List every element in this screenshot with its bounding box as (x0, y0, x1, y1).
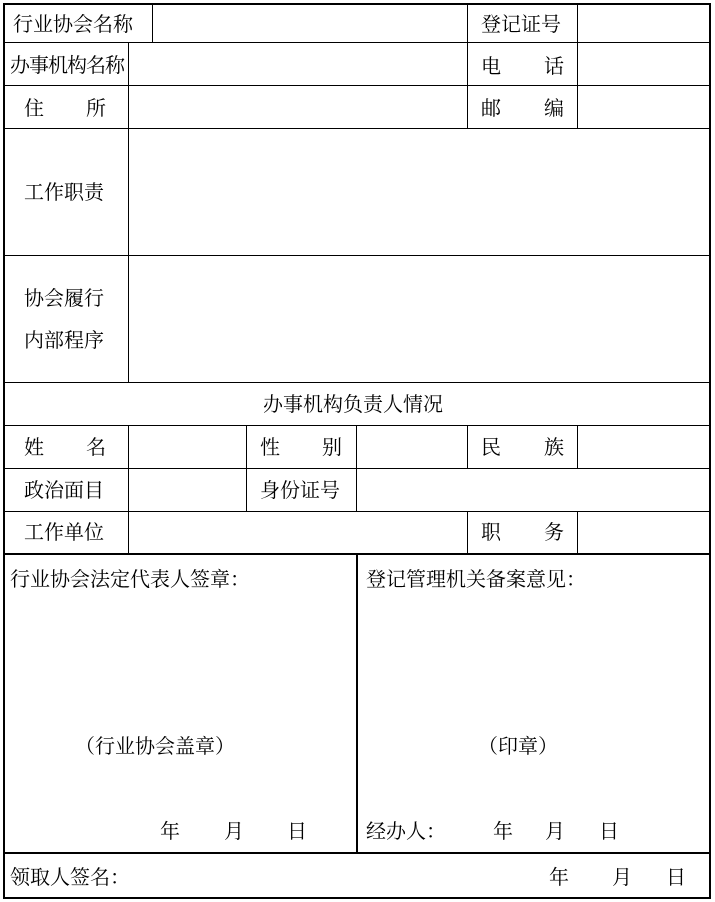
position-label-char2: 务 (544, 520, 564, 544)
recipient-signature-area[interactable] (130, 855, 530, 897)
right-date-month: 月 (545, 819, 565, 843)
footer-date-month: 月 (612, 865, 632, 889)
political-label: 政治面目 (24, 478, 104, 502)
right-date-year: 年 (493, 819, 513, 843)
rule (467, 511, 468, 553)
duties-label: 工作职责 (24, 180, 104, 204)
postcode-label-char2: 编 (544, 96, 564, 120)
id-field[interactable] (357, 469, 709, 511)
rule (3, 382, 711, 383)
assoc-name-label: 行业协会名称 (13, 12, 133, 36)
gender-field[interactable] (357, 426, 467, 468)
ethnicity-label-char2: 族 (544, 435, 564, 459)
gender-label-char2: 别 (322, 435, 342, 459)
phone-label-char1: 电 (481, 54, 501, 78)
procedure-label-line2: 内部程序 (24, 328, 104, 352)
address-field[interactable] (129, 86, 467, 128)
id-label: 身份证号 (260, 478, 340, 502)
left-date-year: 年 (160, 819, 180, 843)
position-field[interactable] (578, 512, 709, 553)
duties-field[interactable] (129, 129, 709, 255)
name-field[interactable] (129, 426, 246, 468)
footer-date-year: 年 (549, 865, 569, 889)
name-label-char2: 名 (86, 435, 106, 459)
registry-opinion-title: 登记管理机关备案意见： (366, 567, 586, 591)
procedure-label-line1: 协会履行 (24, 286, 104, 310)
postcode-field[interactable] (578, 86, 709, 128)
rule (3, 852, 711, 854)
assoc-seal-label: （行业协会盖章） (75, 734, 235, 758)
assoc-name-field[interactable] (153, 4, 467, 42)
office-name-label: 办事机构名称 (10, 53, 124, 77)
rule (467, 3, 468, 128)
reg-no-field[interactable] (578, 4, 709, 42)
workplace-label: 工作单位 (24, 520, 104, 544)
position-label-char1: 职 (481, 520, 501, 544)
recipient-label: 领取人签名： (10, 865, 130, 889)
registry-seal-label: （印章） (478, 734, 558, 758)
rule (356, 553, 358, 852)
phone-field[interactable] (578, 43, 709, 85)
legal-rep-signature-area[interactable] (5, 556, 355, 852)
rule (246, 425, 247, 511)
handler-label: 经办人： (366, 819, 446, 843)
left-date-month: 月 (224, 819, 244, 843)
left-date-day: 日 (287, 819, 307, 843)
section-title: 办事机构负责人情况 (263, 392, 443, 416)
workplace-field[interactable] (129, 512, 467, 553)
address-label-char2: 所 (86, 96, 106, 120)
reg-no-label: 登记证号 (481, 12, 561, 36)
footer-date-day: 日 (666, 865, 686, 889)
procedure-field[interactable] (129, 256, 709, 382)
postcode-label-char1: 邮 (481, 96, 501, 120)
gender-label-char1: 性 (260, 435, 280, 459)
political-field[interactable] (129, 469, 246, 511)
registry-opinion-area[interactable] (359, 556, 709, 852)
legal-rep-title: 行业协会法定代表人签章： (10, 567, 250, 591)
rule (467, 425, 468, 468)
name-label-char1: 姓 (24, 435, 44, 459)
address-label-char1: 住 (24, 96, 44, 120)
phone-label-char2: 话 (544, 54, 564, 78)
right-date-day: 日 (599, 819, 619, 843)
office-name-field[interactable] (129, 43, 467, 85)
ethnicity-label-char1: 民 (481, 435, 501, 459)
ethnicity-field[interactable] (578, 426, 709, 468)
